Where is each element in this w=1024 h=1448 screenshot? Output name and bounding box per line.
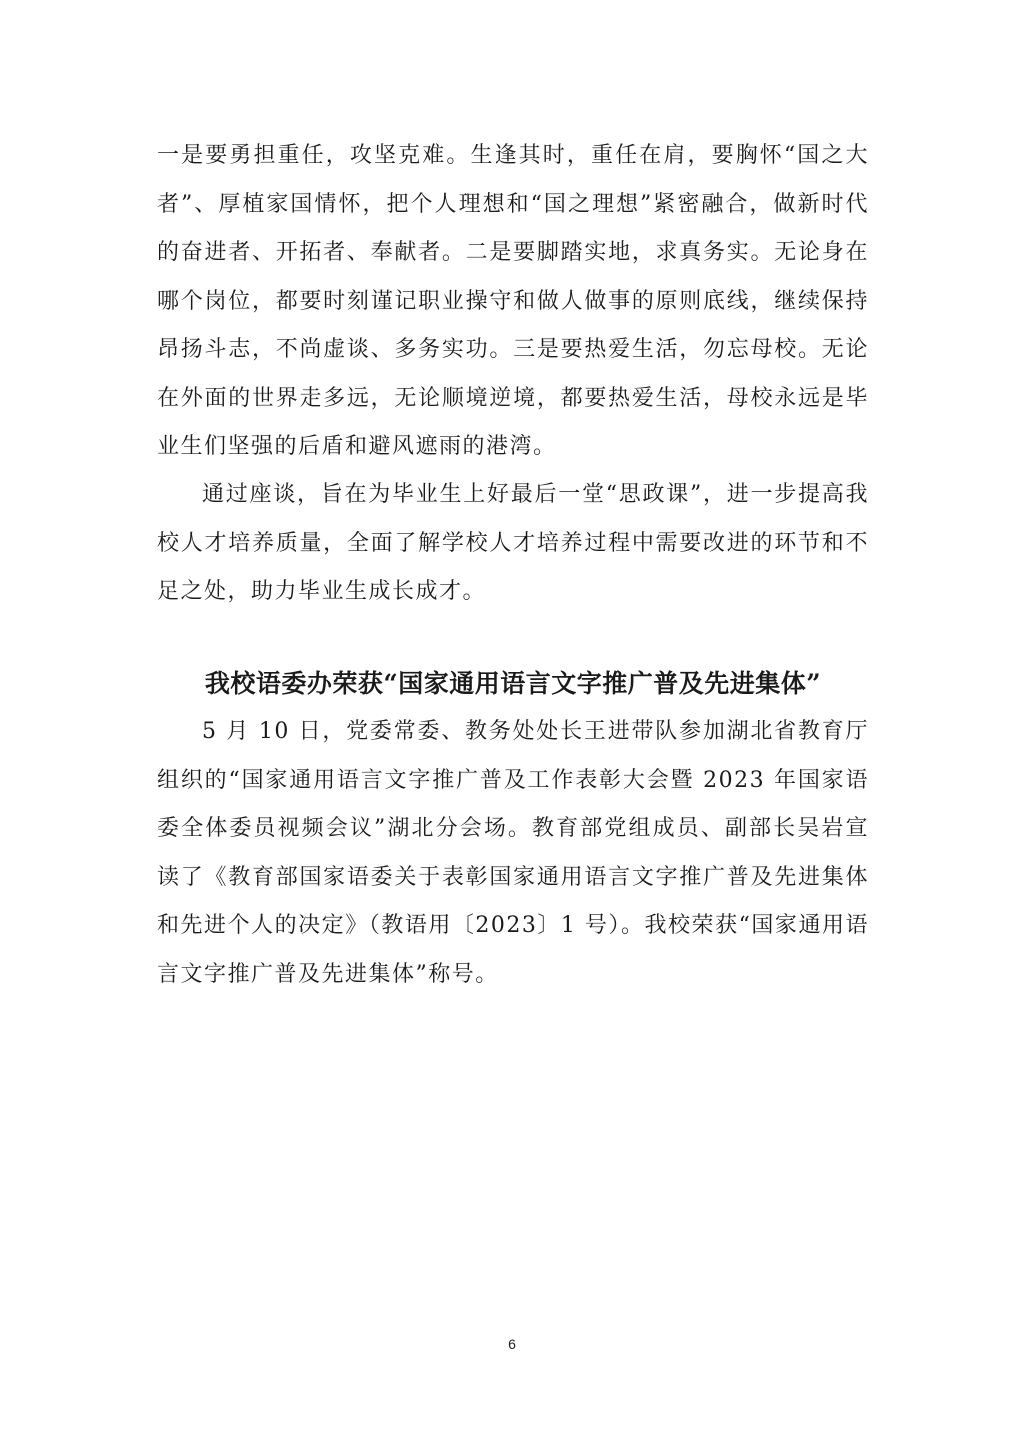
paragraph-responsibilities: 一是要勇担重任，攻坚克难。生逢其时，重任在肩，要胸怀“国之大者”、厚植家国情怀，把个人理想和“国之理想”紧密融合，做新时代的奋进者、开拓者、奉献者。二是要脚踏实地，求真务实。无论身在哪个岗位，都要时刻谨记职业操守和做人做事的原则底线，继续保持昂扬斗志，不尚虚谈、多务实功。三是要热爱生活，勿忘母校。无论在外面的世界走多远，无论顺境逆境，都要热爱生活，母校永远是毕业生们坚强的后盾和避风遮雨的港湾。 [157, 143, 869, 459]
paragraph-seminar-purpose: 通过座谈，旨在为毕业生上好最后一堂“思政课”，进一步提高我校人才培养质量，全面了解学校人才培养过程中需要改进的环节和不足之处，助力毕业生成长成才。 [157, 482, 869, 604]
article-heading: 我校语委办荣获“国家通用语言文字推广普及先进集体” [204, 669, 822, 698]
page-number: 6 [508, 1336, 516, 1352]
paragraph-award-news: 5 月 10 日，党委常委、教务处处长王进带队参加湖北省教育厅组织的“国家通用语言文字推广普及工作表彰大会暨 2023 年国家语委全体委员视频会议”湖北分会场。教育部党组成员、副部长吴岩宣读了《教育部国家语委关于表彰国家通用语言文字推广普及先进集体和先进个人的决定》（教语用〔2023〕1 号）。我校荣获“国家通用语言文字推广普及先进集体”称号。 [157, 719, 869, 987]
